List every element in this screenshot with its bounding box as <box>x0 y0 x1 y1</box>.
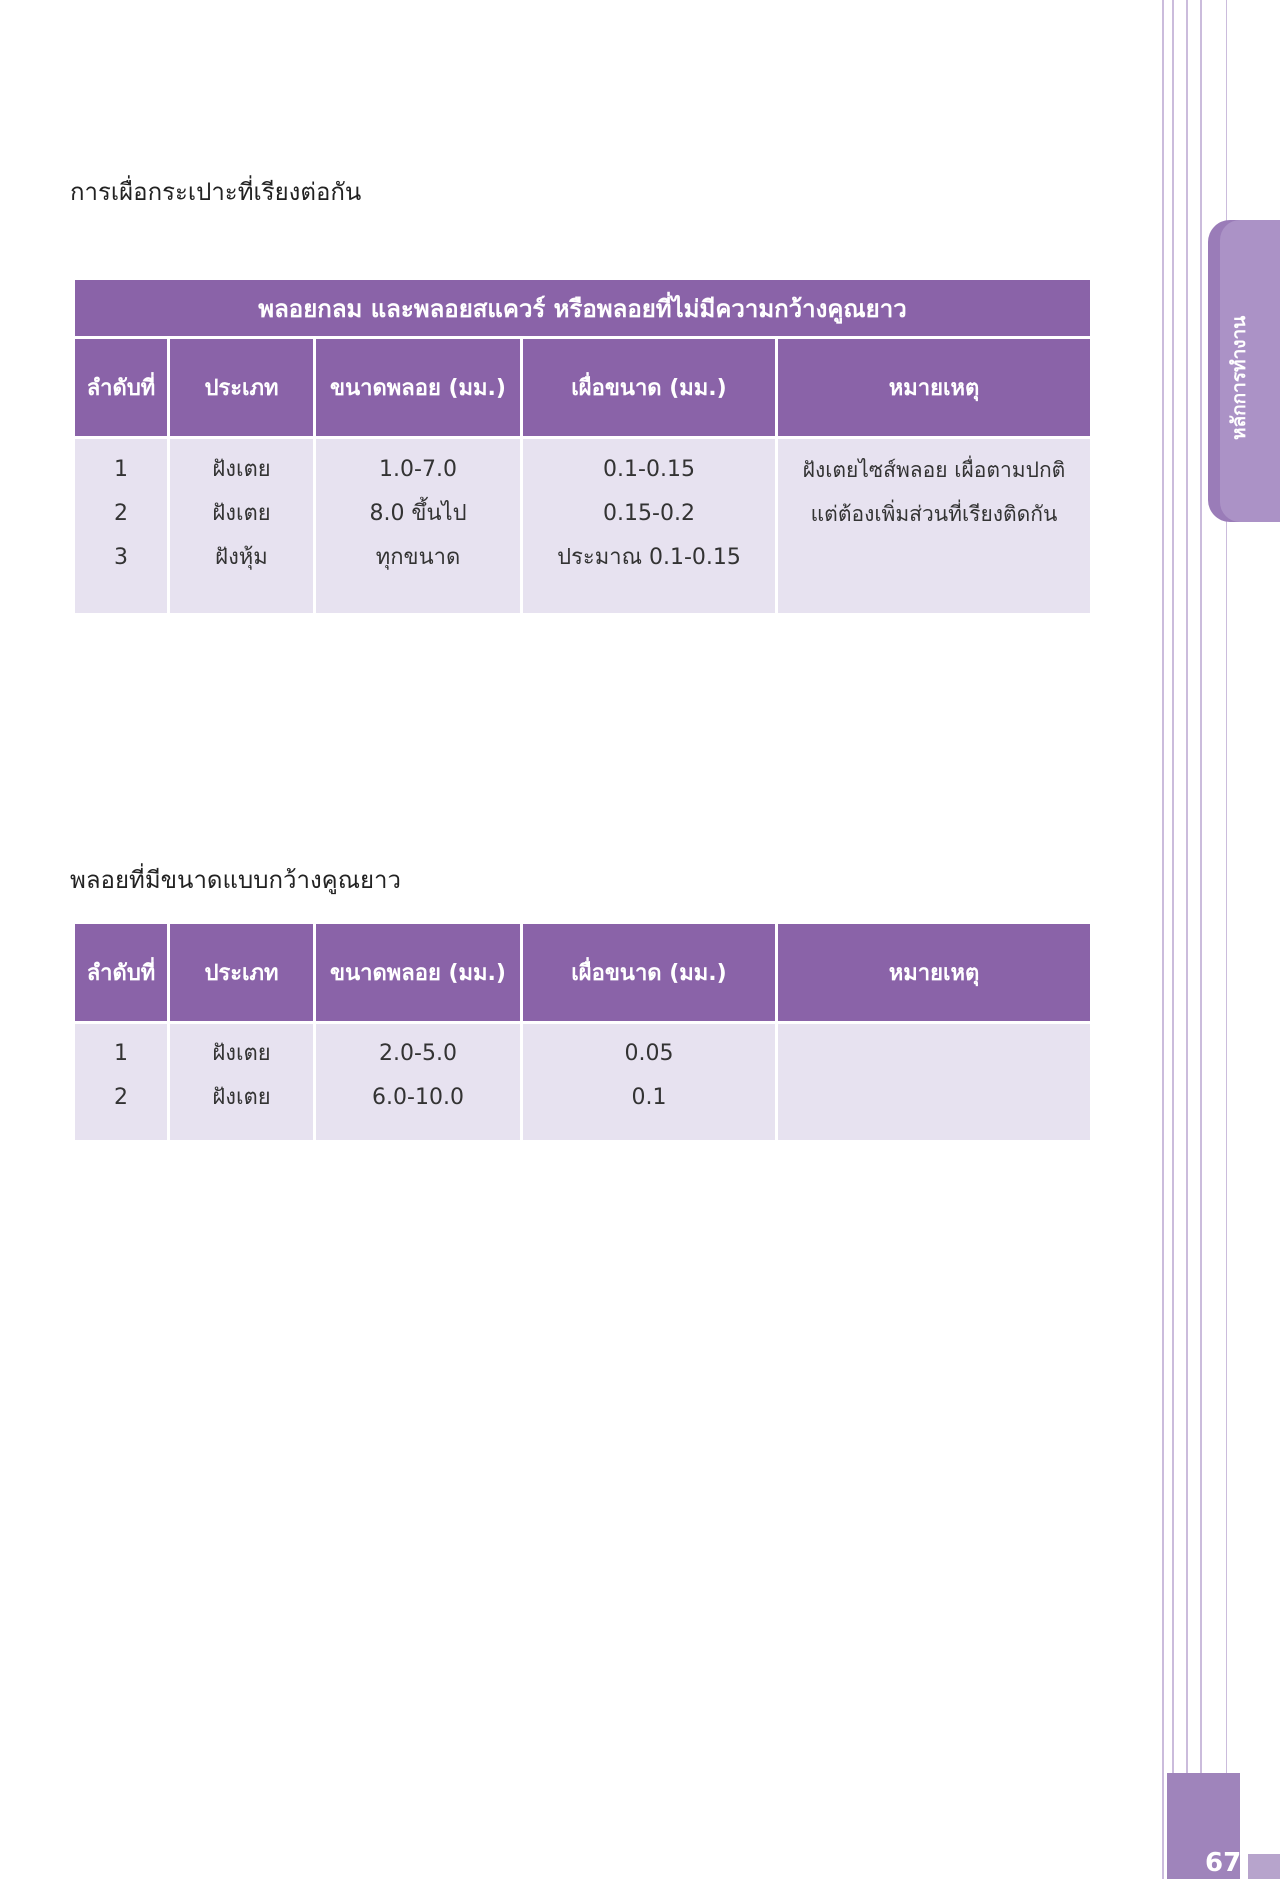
table-cell: ทุกขนาด <box>375 545 461 570</box>
note-line: แต่ต้องเพิ่มส่วนที่เรียงติดกัน <box>810 502 1058 526</box>
note-column <box>778 439 1090 613</box>
type-column <box>170 1024 313 1140</box>
table-cell: 2 <box>114 501 128 526</box>
table-cell: ฝังเตย <box>212 1041 271 1066</box>
rectangular-stone-allowance-table <box>72 924 1093 1140</box>
section-heading: พลอยที่มีขนาดแบบกว้างคูณยาว <box>70 866 401 894</box>
table-cell: 1 <box>114 1041 128 1066</box>
note-column <box>778 1024 1090 1140</box>
stone-size-column <box>316 1024 520 1140</box>
table-cell: ฝังเตย <box>212 457 271 482</box>
column-header: ลำดับที่ <box>75 339 167 439</box>
order-column <box>75 1024 167 1140</box>
table-cell: 6.0-10.0 <box>372 1085 464 1110</box>
column-header: หมายเหตุ <box>778 924 1090 1024</box>
column-header: หมายเหตุ <box>778 339 1090 439</box>
round-stone-allowance-table <box>72 280 1093 613</box>
allowance-column <box>523 439 775 613</box>
page-number: 67 <box>1205 1848 1242 1878</box>
table-cell: 0.1-0.15 <box>603 457 695 482</box>
table-banner: พลอยกลม และพลอยสแควร์ หรือพลอยที่ไม่มีความกว้างคูณยาว <box>75 280 1090 339</box>
type-column <box>170 439 313 613</box>
table-cell: ประมาณ 0.1-0.15 <box>557 545 741 570</box>
margin-rule <box>1200 0 1202 1879</box>
table-cell: 8.0 ขึ้นไป <box>369 501 467 526</box>
column-header: ประเภท <box>170 924 313 1024</box>
note-line: ฝังเตยไซส์พลอย เผื่อตามปกติ <box>802 458 1066 482</box>
section-heading: การเผื่อกระเปาะที่เรียงต่อกัน <box>70 178 362 206</box>
table-cell: 0.05 <box>624 1041 674 1066</box>
table-cell: 0.15-0.2 <box>603 501 695 526</box>
column-header: เผื่อขนาด (มม.) <box>523 924 775 1024</box>
table-cell: ฝังเตย <box>212 1085 271 1110</box>
table-cell: 1.0-7.0 <box>379 457 457 482</box>
table-cell: 2.0-5.0 <box>379 1041 457 1066</box>
order-column <box>75 439 167 613</box>
table-cell: 0.1 <box>631 1085 667 1110</box>
column-header: ลำดับที่ <box>75 924 167 1024</box>
stone-size-column <box>316 439 520 613</box>
table-cell: 3 <box>114 545 128 570</box>
margin-rule <box>1172 0 1174 1879</box>
column-header: ประเภท <box>170 339 313 439</box>
allowance-column <box>523 1024 775 1140</box>
table-cell: 2 <box>114 1085 128 1110</box>
column-header: ขนาดพลอย (มม.) <box>316 339 520 439</box>
margin-rule <box>1186 0 1188 1879</box>
table-cell: ฝังเตย <box>212 501 271 526</box>
chapter-tab-label: หลักการทำงาน <box>1228 315 1250 440</box>
table-cell: ฝังหุ้ม <box>215 545 268 570</box>
column-header: ขนาดพลอย (มม.) <box>316 924 520 1024</box>
table-cell: 1 <box>114 457 128 482</box>
column-header: เผื่อขนาด (มม.) <box>523 339 775 439</box>
corner-strip <box>1248 1854 1280 1879</box>
margin-rule <box>1162 0 1164 1879</box>
